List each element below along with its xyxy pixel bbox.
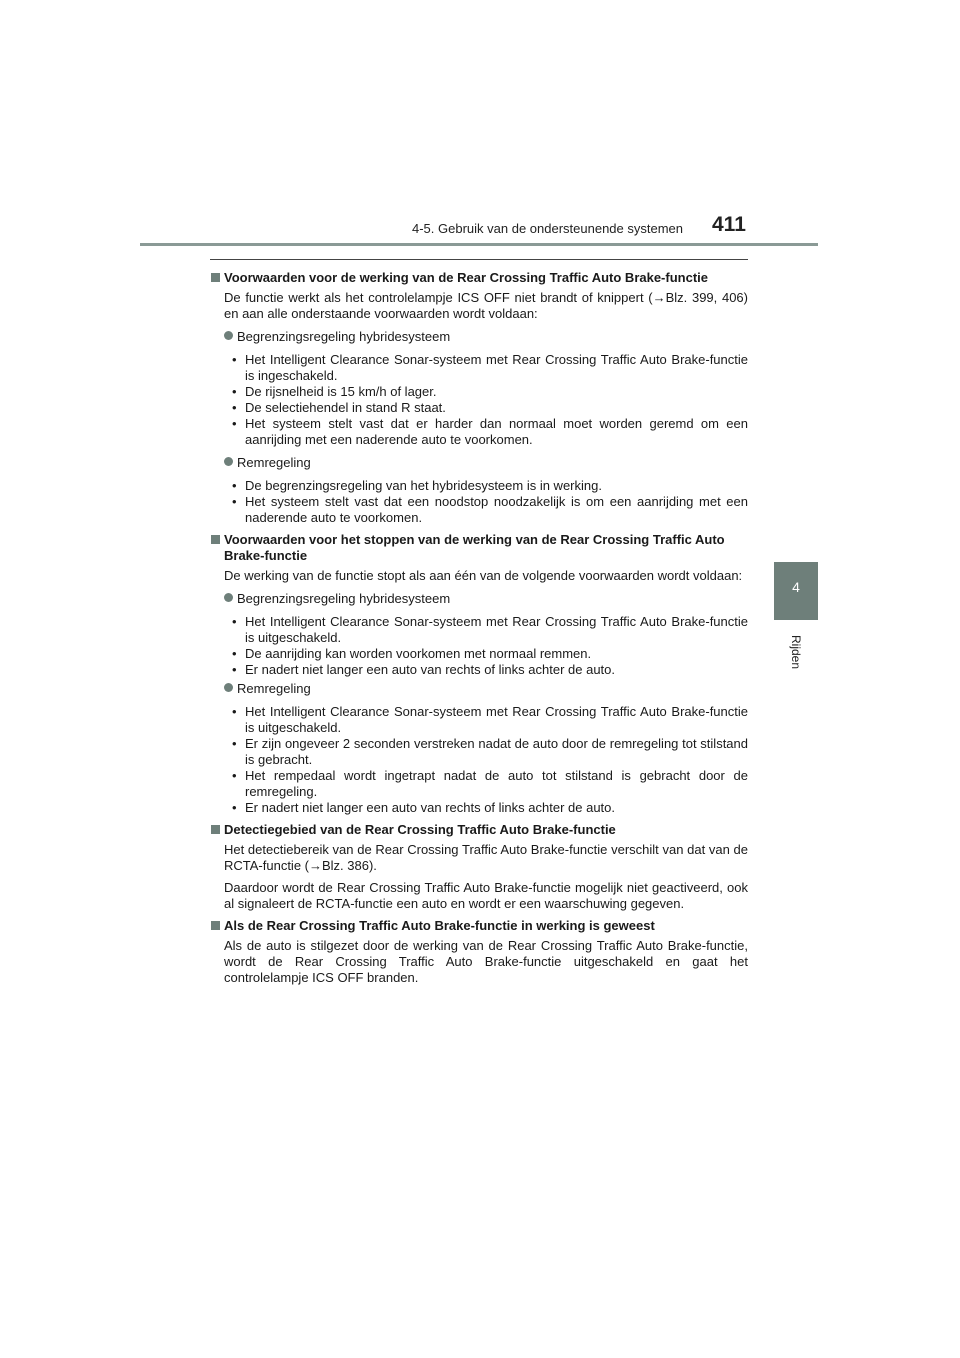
condition-list bbox=[232, 614, 748, 678]
list-item: • Het systeem stelt vast dat een noodstop noodzakelijk is om een aanrijding met een naderende auto te voorkomen. bbox=[232, 494, 748, 525]
chapter-tab-label-wrap bbox=[786, 632, 806, 672]
list-item-text: De aanrijding kan worden voorkomen met normaal remmen. bbox=[245, 646, 592, 661]
square-bullet-icon bbox=[211, 921, 220, 930]
page-number: 411 bbox=[712, 213, 746, 236]
section-heading-text: Detectiegebied van de Rear Crossing Traffic Auto Brake-functie bbox=[224, 822, 616, 837]
list-item: • Er zijn ongeveer 2 seconden verstreken nadat de auto door de remregeling tot stilstand is gebracht. bbox=[232, 736, 748, 767]
chapter-tab-number: 4 bbox=[792, 579, 800, 595]
section-heading bbox=[210, 822, 748, 838]
list-item: • Het Intelligent Clearance Sonar-systeem met Rear Crossing Traffic Auto Brake-functie is uitgeschakeld. bbox=[232, 614, 748, 645]
condition-group bbox=[224, 681, 748, 697]
condition-list bbox=[232, 704, 748, 816]
condition-list bbox=[232, 352, 748, 448]
square-bullet-icon bbox=[211, 535, 220, 544]
list-item: • Er nadert niet langer een auto van rechts of links achter de auto. bbox=[232, 662, 616, 677]
square-bullet-icon bbox=[211, 825, 220, 834]
list-item: • Het Intelligent Clearance Sonar-systeem met Rear Crossing Traffic Auto Brake-functie is uitgeschakeld. bbox=[232, 704, 748, 735]
list-item-text: Het systeem stelt vast dat een noodstop noodzakelijk is om een aanrijding met een naderende auto te voorkomen. bbox=[245, 494, 748, 525]
section-intro: De functie werkt als het controlelampje ICS OFF niet brandt of knippert (→Blz. 399, 406) en aan alle onderstaande voorwaarden wordt voldaan: bbox=[224, 290, 748, 321]
section-heading-text: Voorwaarden voor de werking van de Rear Crossing Traffic Auto Brake-functie bbox=[224, 270, 709, 285]
condition-group-label: Begrenzingsregeling hybridesysteem bbox=[237, 591, 451, 606]
content-top-rule bbox=[210, 259, 748, 260]
condition-list bbox=[232, 478, 748, 526]
header-rule bbox=[140, 243, 818, 246]
list-item-text: De selectiehendel in stand R staat. bbox=[245, 400, 446, 415]
list-item: • Het systeem stelt vast dat er harder dan normaal moet worden geremd om een aanrijding met een naderende auto te voorkomen. bbox=[232, 416, 748, 447]
condition-group-label: Remregeling bbox=[237, 681, 311, 696]
list-item-text: Er nadert niet langer een auto van rechts of links achter de auto. bbox=[245, 662, 616, 677]
list-item-text: De rijsnelheid is 15 km/h of lager. bbox=[245, 384, 437, 399]
section-paragraph: Daardoor wordt de Rear Crossing Traffic Auto Brake-functie mogelijk niet geactiveerd, ook al signaleert de RCTA-functie een auto en wordt er een waarschuwing gegeven. bbox=[224, 880, 748, 911]
section-heading-text: Als de Rear Crossing Traffic Auto Brake-functie in werking is geweest bbox=[224, 918, 655, 933]
list-item: • De aanrijding kan worden voorkomen met normaal remmen. bbox=[232, 646, 592, 661]
list-item: • Er nadert niet langer een auto van rechts of links achter de auto. bbox=[232, 800, 616, 815]
chapter-tab-label: Rijden bbox=[789, 634, 803, 670]
condition-group bbox=[224, 591, 748, 607]
condition-group-label: Remregeling bbox=[237, 455, 311, 470]
section-heading bbox=[210, 918, 748, 934]
list-item-text: De begrenzingsregeling van het hybridesysteem is in werking. bbox=[245, 478, 602, 493]
section-heading bbox=[210, 270, 748, 286]
running-header-section: 4-5. Gebruik van de ondersteunende systemen bbox=[412, 221, 684, 236]
list-item: • Het Intelligent Clearance Sonar-systeem met Rear Crossing Traffic Auto Brake-functie is ingeschakeld. bbox=[232, 352, 748, 383]
list-item-text: Het Intelligent Clearance Sonar-systeem met Rear Crossing Traffic Auto Brake-functie is uitgeschakeld. bbox=[245, 614, 748, 645]
condition-group bbox=[224, 455, 748, 471]
circle-bullet-icon bbox=[224, 593, 233, 602]
list-item-text: Het Intelligent Clearance Sonar-systeem met Rear Crossing Traffic Auto Brake-functie is uitgeschakeld. bbox=[245, 704, 748, 735]
square-bullet-icon bbox=[211, 273, 220, 282]
list-item: • De begrenzingsregeling van het hybridesysteem is in werking. bbox=[232, 478, 602, 493]
section-paragraph: Het detectiebereik van de Rear Crossing Traffic Auto Brake-functie verschilt van dat van de RCTA-functie (→Blz. 386). bbox=[224, 842, 748, 873]
list-item-text: Er nadert niet langer een auto van rechts of links achter de auto. bbox=[245, 800, 616, 815]
condition-group-label: Begrenzingsregeling hybridesysteem bbox=[237, 329, 451, 344]
list-item: • De rijsnelheid is 15 km/h of lager. bbox=[232, 384, 437, 399]
list-item: • De selectiehendel in stand R staat. bbox=[232, 400, 446, 415]
page-content bbox=[210, 264, 748, 986]
condition-group bbox=[224, 329, 748, 345]
section-heading-text: Voorwaarden voor het stoppen van de werking van de Rear Crossing Traffic Auto Brake-functie bbox=[224, 532, 725, 563]
section-heading bbox=[210, 532, 748, 564]
list-item-text: Het rempedaal wordt ingetrapt nadat de auto tot stilstand is gebracht door de remregeling. bbox=[245, 768, 748, 799]
list-item-text: Het systeem stelt vast dat er harder dan normaal moet worden geremd om een aanrijding met een naderende auto te voorkomen. bbox=[245, 416, 748, 447]
section-intro: De werking van de functie stopt als aan één van de volgende voorwaarden wordt voldaan: bbox=[224, 568, 743, 583]
circle-bullet-icon bbox=[224, 331, 233, 340]
section-paragraph: Als de auto is stilgezet door de werking van de Rear Crossing Traffic Auto Brake-functie, wordt de Rear Crossing Traffic Auto Brake-functie uitgeschakeld en gaat het controlelampje ICS OFF branden. bbox=[224, 938, 748, 985]
circle-bullet-icon bbox=[224, 457, 233, 466]
circle-bullet-icon bbox=[224, 683, 233, 692]
list-item-text: Er zijn ongeveer 2 seconden verstreken nadat de auto door de remregeling tot stilstand is gebracht. bbox=[245, 736, 748, 767]
list-item-text: Het Intelligent Clearance Sonar-systeem met Rear Crossing Traffic Auto Brake-functie is ingeschakeld. bbox=[245, 352, 748, 383]
list-item: • Het rempedaal wordt ingetrapt nadat de auto tot stilstand is gebracht door de remregeling. bbox=[232, 768, 748, 799]
